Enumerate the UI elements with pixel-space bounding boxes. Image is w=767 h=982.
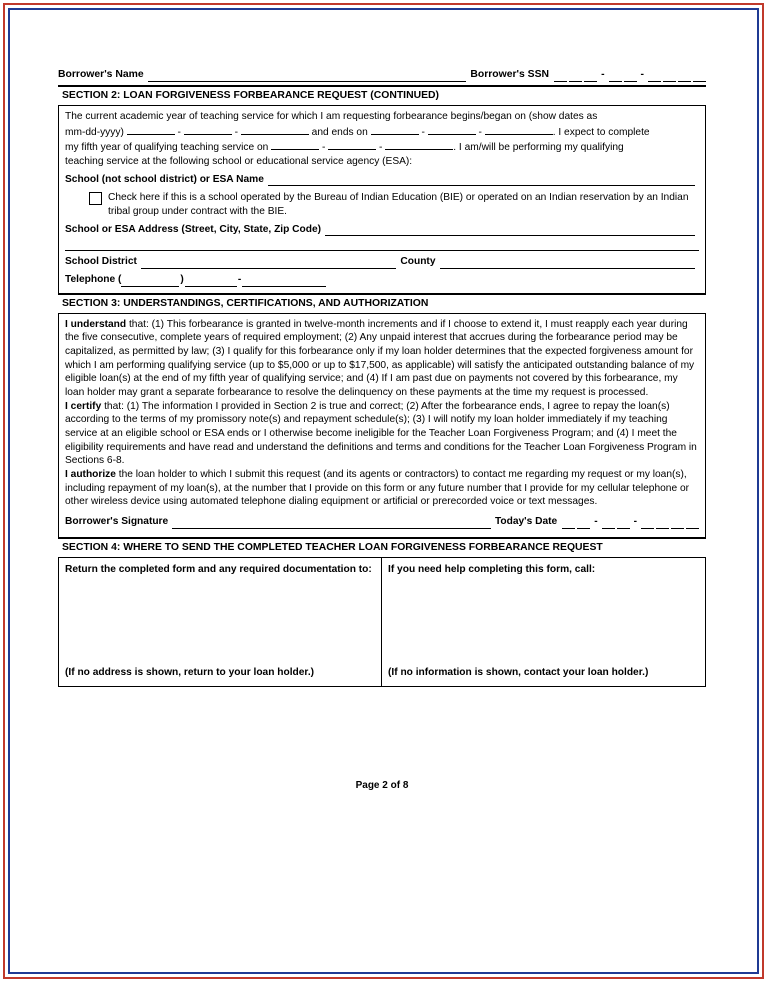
begin-date-day[interactable] [184,124,208,135]
bie-checkbox-row[interactable] [65,191,699,218]
county-label: County [400,256,436,268]
school-district-input[interactable] [141,258,397,269]
page-number: Page 2 of 8 [355,779,409,791]
begin-date-year2[interactable] [258,124,275,135]
ssn-dash: - [601,69,605,80]
telephone-row [65,273,699,287]
school-district-label: School District [65,256,137,268]
section-2-header: SECTION 2: LOAN FORGIVENESS FORBEARANCE REQUEST (CONTINUED) [58,85,706,106]
school-name-row [65,173,699,187]
borrower-ssn-label: Borrower's SSN [470,69,550,80]
certify-paragraph [65,400,699,468]
understand-paragraph [65,318,699,400]
end-date-day[interactable] [428,124,452,135]
end-date-month2[interactable] [395,124,419,135]
today-year3[interactable] [671,517,684,529]
school-address-input-line2[interactable] [65,239,699,251]
section-3-body [58,314,706,538]
borrower-ssn-field[interactable] [554,68,706,82]
today-year4[interactable] [686,517,699,529]
authorize-lead: I authorize [65,468,116,480]
end-date-year3[interactable] [519,124,536,135]
today-dash-1: - [594,515,598,527]
fifth-date-day2[interactable] [352,139,376,150]
end-date-year1[interactable] [485,124,502,135]
fifth-date-year1[interactable] [385,139,402,150]
begin-date-year3[interactable] [275,124,292,135]
fifth-date-month2[interactable] [295,139,319,150]
today-year1[interactable] [641,517,654,529]
bie-checkbox-label: Check here if this is a school operated by the Bureau of Indian Education (BIE) or operated on an Indian reservation by an Indian tribal group under contract with the BIE. [108,192,689,217]
ssn-digit[interactable] [554,70,567,82]
signature-row [65,515,699,531]
ssn-digit[interactable] [584,70,597,82]
today-month1[interactable] [562,517,575,529]
telephone-label: Telephone ( [65,273,122,285]
section-4-table [58,558,706,687]
help-phone-instruction: If you need help completing this form, call: [388,563,596,575]
telephone-area-code[interactable] [121,276,179,287]
telephone-paren-close: ) [180,273,184,285]
begin-date-year1[interactable] [241,124,258,135]
fifth-date-day[interactable] [328,139,352,150]
certify-lead: I certify [65,400,102,412]
telephone-prefix[interactable] [185,276,237,287]
fifth-date-year2[interactable] [402,139,419,150]
today-dash-2: - [633,515,637,527]
section-2-intro-line-1: The current academic year of teaching service for which I am requesting forbearance begins/began on (show dates as [65,110,598,122]
school-address-row [65,223,699,237]
certify-text: that: (1) The information I provided in Section 2 is true and correct; (2) After the forbearance ends, I agree to repay the loan(s) according to the terms of my promissory note(s) and repayment schedule(s); (3) I will notify my loan holder immediately if my teaching service at an eligible school or ESA ends or I otherwise become ineligible for the Teacher Loan Forgiveness Program; and (4) I meet the eligibility requirements and have read and understand the definitions and terms and conditions for the Teacher Loan Forgiveness Program in Sections 6-8. [65,400,697,467]
school-address-input-line1[interactable] [325,225,695,236]
begin-date-day2[interactable] [208,124,232,135]
today-day2[interactable] [617,517,630,529]
ssn-digit[interactable] [648,70,661,82]
borrower-name-field[interactable] [148,70,467,82]
telephone-line-number[interactable] [242,276,326,287]
borrower-name-label: Borrower's Name [58,69,144,80]
signature-input[interactable] [172,517,491,529]
school-name-label: School (not school district) or ESA Name [65,173,264,185]
section-2-intro-line-3: my fifth year of qualifying teaching service on - - . I am/will be performing my qualifying [65,139,699,155]
today-month2[interactable] [577,517,590,529]
intro-line-2-tail: . I expect to complete [552,126,650,138]
bie-checkbox[interactable] [89,192,102,205]
section-2-intro-line-2: mm-dd-yyyy) - - and ends on - - . I expect to complete [65,124,699,140]
telephone-dash: - [237,273,242,285]
form-content [58,68,706,792]
understand-text: that: (1) This forbearance is granted in twelve-month increments and if I choose to extend it, I must reapply each year during the five consecutive, complete years of required employment; (2) Any unpaid interest that accrues during the forbearance period may be capitalized, as permitted by law; (3) I qualify for this forbearance only if my loan holder determines that the expected forgiveness amount for which I am performing qualifying service (up to $5,000 or up to $17,500, as applicable) will satisfy the anticipated outstanding balance of my eligible loan(s) at the end of my fifth year of qualifying service; and (4) If I am past due on payments not covered by this forbearance, my loan holder may grant a separate forbearance to resolve the delinquency on these payments at the time my request is processed. [65,318,695,398]
fifth-date-year3[interactable] [419,139,436,150]
document-paper [13,13,754,969]
ends-on-label: and ends on [311,126,368,138]
ssn-digit[interactable] [569,70,582,82]
end-date-year4[interactable] [536,124,553,135]
section-2-intro-line-4: teaching service at the following school or educational service agency (ESA): [65,155,413,167]
end-date-month[interactable] [371,124,395,135]
understand-lead: I understand [65,318,127,330]
begin-date-year4[interactable] [292,124,309,135]
authorize-paragraph [65,468,699,509]
ssn-digit[interactable] [693,70,706,82]
ssn-dash: - [640,69,644,80]
fifth-date-month[interactable] [271,139,295,150]
no-info-note: (If no information is shown, contact your loan holder.) [388,666,649,678]
begin-date-month2[interactable] [151,124,175,135]
section-4-header: SECTION 4: WHERE TO SEND THE COMPLETED TEACHER LOAN FORGIVENESS FORBEARANCE REQUEST [58,538,706,558]
no-address-note: (If no address is shown, return to your loan holder.) [65,666,315,678]
section-4-left-cell [59,558,382,686]
ssn-digit[interactable] [678,70,691,82]
today-year2[interactable] [656,517,669,529]
begin-date-month[interactable] [127,124,151,135]
fifth-date-year4[interactable] [436,139,453,150]
section-2-body [58,106,706,294]
section-3-header: SECTION 3: UNDERSTANDINGS, CERTIFICATIONS, AND AUTHORIZATION [58,294,706,314]
end-date-year2[interactable] [502,124,519,135]
today-date-field[interactable] [562,515,699,529]
date-format-hint: mm-dd-yyyy) [65,126,124,138]
school-address-label: School or ESA Address (Street, City, State, Zip Code) [65,223,322,235]
ssn-digit[interactable] [624,70,637,82]
today-date-label: Today's Date [494,515,558,527]
school-name-input[interactable] [268,175,695,186]
signature-label: Borrower's Signature [65,515,169,527]
district-county-row [65,255,699,269]
today-day1[interactable] [602,517,615,529]
intro-line-3-tail: . I am/will be performing my qualifying [453,142,624,154]
fifth-year-label: my fifth year of qualifying teaching service on [65,142,269,154]
authorize-text: the loan holder to which I submit this request (and its agents or contractors) to contact me regarding my request or my loan(s), including repayment of my loan(s), at the number that I provide on this form or any future number that I provide for my cellular telephone or other wireless device using automated telephone dialing equipment or artificial or prerecorded voice or text messages. [65,468,690,508]
borrower-header-row [58,68,706,85]
end-date-day2[interactable] [452,124,476,135]
return-form-instruction: Return the completed form and any required documentation to: [65,563,372,575]
section-4-right-cell [382,558,705,686]
ssn-digit[interactable] [663,70,676,82]
ssn-digit[interactable] [609,70,622,82]
county-input[interactable] [440,258,696,269]
